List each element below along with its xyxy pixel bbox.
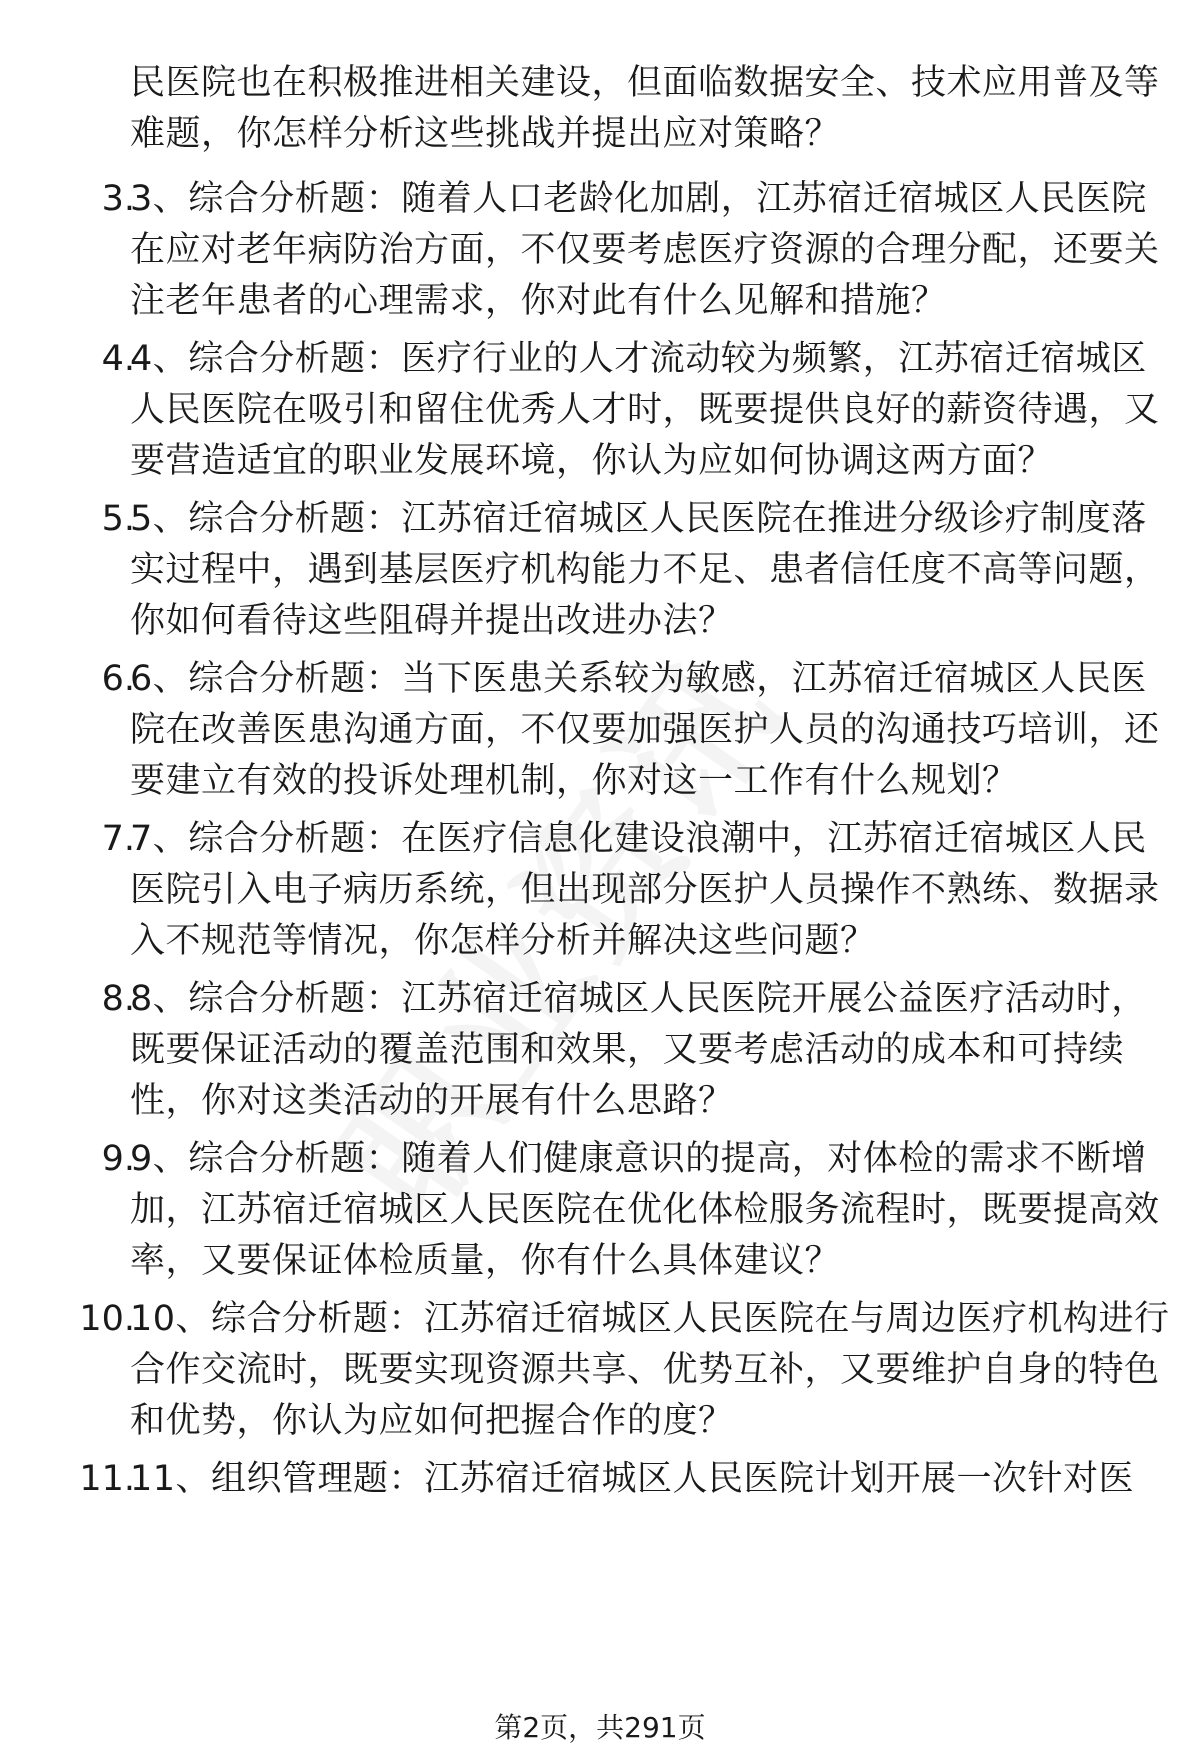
list-number: 3. [101, 179, 135, 219]
list-number: 5. [101, 499, 135, 539]
list-number: 4. [101, 339, 135, 379]
question-text: 5、综合分析题：江苏宿迁宿城区人民医院在推进分级诊疗制度落实过程中，遇到基层医疗机构能力不足、患者信任度不高等问题，你如何看待这些阻碍并提出改进办法？ [130, 499, 1160, 641]
question-text: 8、综合分析题：江苏宿迁宿城区人民医院开展公益医疗活动时，既要保证活动的覆盖范围和效果，又要考虑活动的成本和可持续性，你对这类活动的开展有什么思路？ [130, 979, 1147, 1121]
list-number: 7. [101, 819, 135, 859]
list-number: 9. [101, 1139, 135, 1179]
question-text: 11、组织管理题：江苏宿迁宿城区人民医院计划开展一次针对医 [130, 1459, 1135, 1499]
question-text: 9、综合分析题：随着人们健康意识的提高，对体检的需求不断增加，江苏宿迁宿城区人民医院在优化体检服务流程时，既要提高效率，又要保证体检质量，你有什么具体建议？ [130, 1139, 1160, 1281]
question-text: 7、综合分析题：在医疗信息化建设浪潮中，江苏宿迁宿城区人民医院引入电子病历系统，但出现部分医护人员操作不熟练、数据录入不规范等情况，你怎样分析并解决这些问题？ [130, 819, 1160, 961]
list-number: 8. [101, 979, 135, 1019]
question-text: 6、综合分析题：当下医患关系较为敏感，江苏宿迁宿城区人民医院在改善医患沟通方面，不仅要加强医护人员的沟通技巧培训，还要建立有效的投诉处理机制，你对这一工作有什么规划？ [130, 659, 1160, 801]
question-text: 3、综合分析题：随着人口老龄化加剧，江苏宿迁宿城区人民医院在应对老年病防治方面，不仅要考虑医疗资源的合理分配，还要关注老年患者的心理需求，你对此有什么见解和措施？ [130, 179, 1160, 321]
list-number: 6. [101, 659, 135, 699]
question-text: 10、综合分析题：江苏宿迁宿城区人民医院在与周边医疗机构进行合作交流时，既要实现资源共享、优势互补，又要维护自身的特色和优势，你认为应如何把握合作的度？ [130, 1299, 1170, 1441]
list-number: 10. [79, 1299, 135, 1339]
list-number: 11. [79, 1459, 135, 1499]
intro-paragraph: 民医院也在积极推进相关建设，但面临数据安全、技术应用普及等难题，你怎样分析这些挑战并提出应对策略？ [130, 63, 1160, 154]
page-footer: 第2页，共291页 [494, 1711, 706, 1744]
question-text: 4、综合分析题：医疗行业的人才流动较为频繁，江苏宿迁宿城区人民医院在吸引和留住优秀人才时，既要提供良好的薪资待遇，又要营造适宜的职业发展环境，你认为应如何协调这两方面？ [130, 339, 1160, 481]
